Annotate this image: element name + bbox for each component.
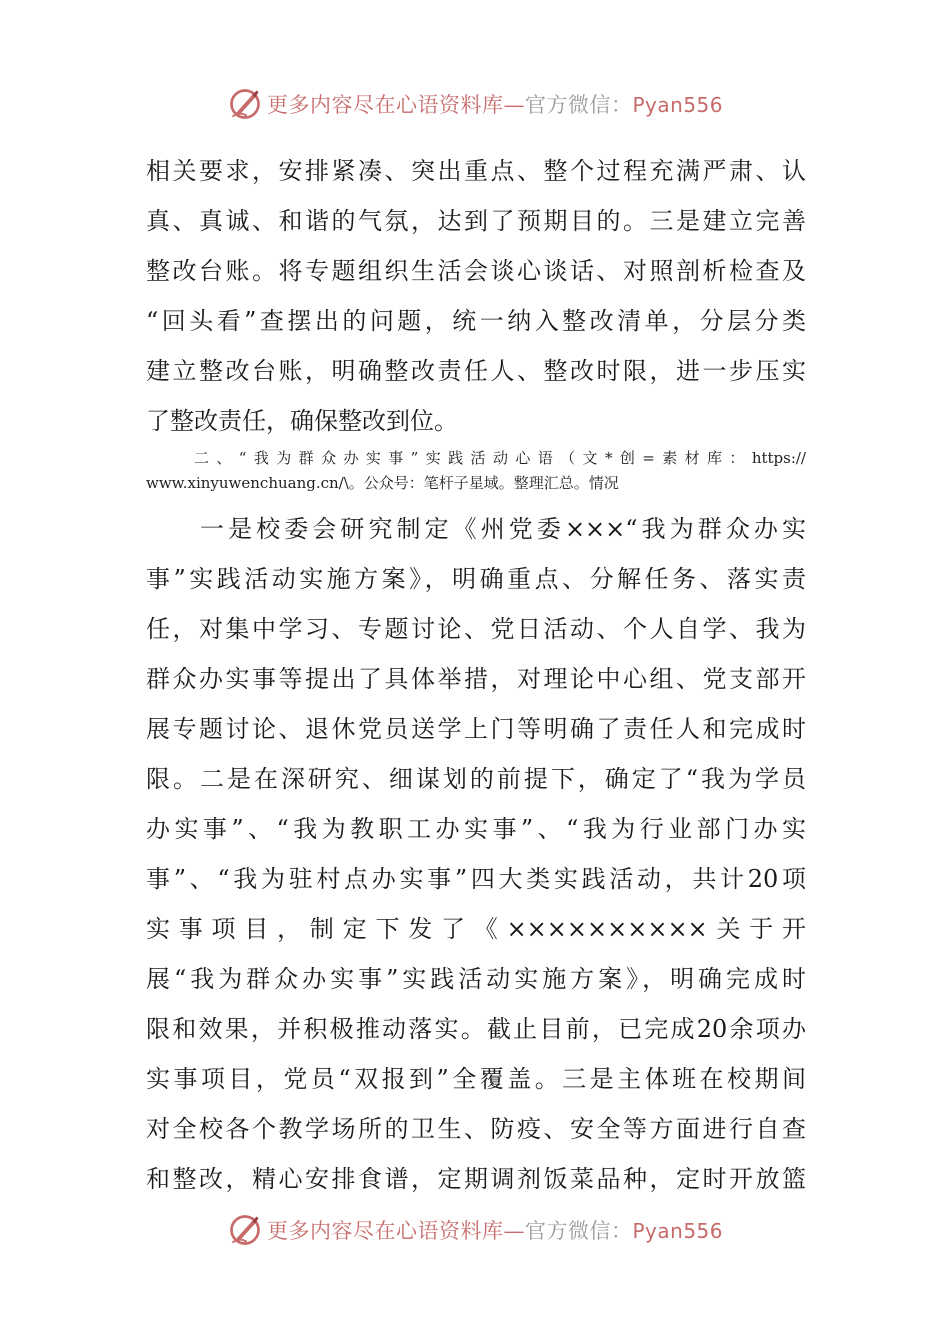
body-line: 建立整改台账，明确整改责任人、整改时限，进一步压实 bbox=[146, 357, 806, 385]
section-heading: 二、“我为群众办实事”实践活动心语（文*创=素材库：https:// bbox=[194, 449, 806, 467]
banner-text: 更多内容尽在心语资料库—官方微信：Pyan556 bbox=[266, 1219, 723, 1243]
body-line: 了整改责任，确保整改到位。 bbox=[146, 407, 458, 435]
body-line: 和整改，精心安排食谱，定期调剂饭菜品种，定时开放篮 bbox=[146, 1165, 806, 1193]
body-line: 真、真诚、和谐的气氛，达到了预期目的。三是建立完善 bbox=[146, 207, 806, 235]
body-line: 相关要求，安排紧凑、突出重点、整个过程充满严肃、认 bbox=[146, 157, 806, 185]
body-line: 限和效果，并积极推动落实。截止目前，已完成20余项办 bbox=[146, 1015, 806, 1043]
body-line: 任，对集中学习、专题讨论、党日活动、个人自学、我为 bbox=[146, 615, 806, 643]
body-line: 实事项目，党员“双报到”全覆盖。三是主体班在校期间 bbox=[146, 1065, 806, 1093]
body-line: 事”实践活动实施方案》，明确重点、分解任务、落实责 bbox=[146, 565, 806, 593]
section-heading-continued: www.xinyuwenchuang.cn/\。公众号：笔杆子星域。整理汇总。情况 bbox=[146, 474, 619, 492]
body-line: 一是校委会研究制定《州党委×××“我为群众办实 bbox=[200, 515, 806, 543]
banner-text: 更多内容尽在心语资料库—官方微信：Pyan556 bbox=[266, 93, 723, 117]
footer-banner bbox=[0, 1210, 950, 1250]
body-line: 办实事”、“我为教职工办实事”、“我为行业部门办实 bbox=[146, 815, 806, 843]
body-line: 实事项目，制定下发了《××××××××××关于开 bbox=[146, 915, 806, 943]
body-line: 展“我为群众办实事”实践活动实施方案》，明确完成时 bbox=[146, 965, 806, 993]
body-line: 限。二是在深研究、细谋划的前提下，确定了“我为学员 bbox=[146, 765, 806, 793]
body-line: 事”、“我为驻村点办实事”四大类实践活动，共计20项 bbox=[146, 865, 806, 893]
body-line: 展专题讨论、退休党员送学上门等明确了责任人和完成时 bbox=[146, 715, 806, 743]
header-banner bbox=[0, 84, 950, 124]
body-line: 群众办实事等提出了具体举措，对理论中心组、党支部开 bbox=[146, 665, 806, 693]
document-body bbox=[146, 146, 806, 1204]
pen-logo-icon bbox=[227, 1212, 263, 1248]
body-line: 整改台账。将专题组织生活会谈心谈话、对照剖析检查及 bbox=[146, 257, 806, 285]
pen-logo-icon bbox=[227, 86, 263, 122]
body-line: 对全校各个教学场所的卫生、防疫、安全等方面进行自查 bbox=[146, 1115, 806, 1143]
body-line: “回头看”查摆出的问题，统一纳入整改清单，分层分类 bbox=[146, 307, 806, 335]
